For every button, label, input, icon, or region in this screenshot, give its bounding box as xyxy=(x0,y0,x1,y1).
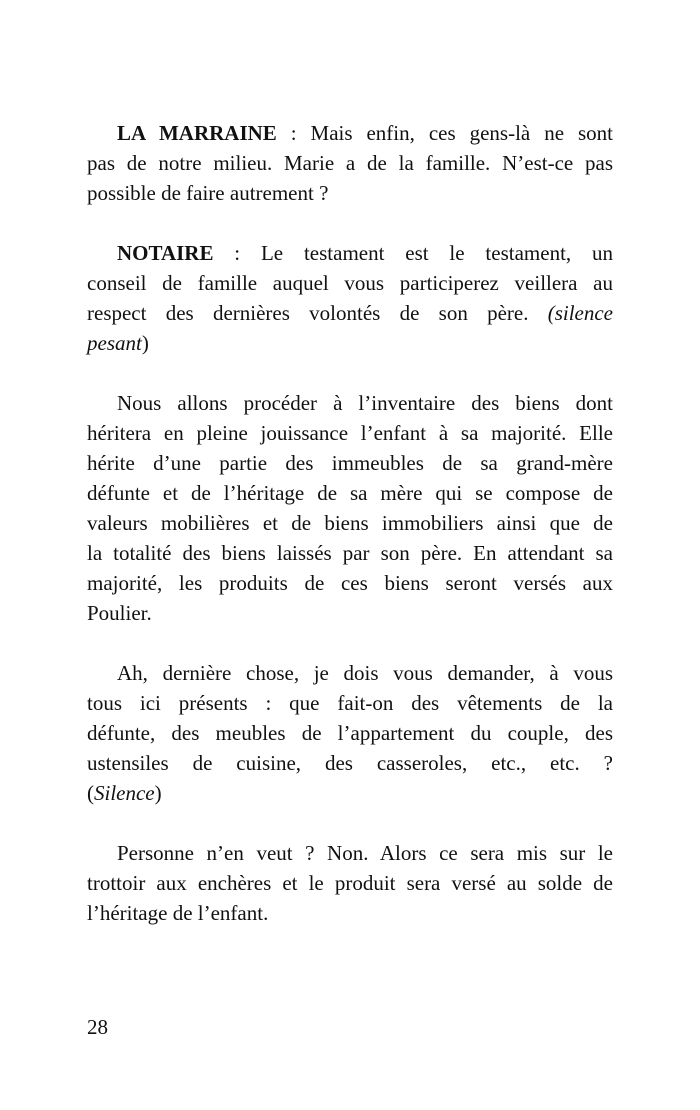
text-line xyxy=(87,328,613,358)
paragraph xyxy=(87,838,613,928)
paragraph xyxy=(87,118,613,208)
text-line xyxy=(87,268,613,298)
text-segment: Personne n’en veut ? Non. Alors ce sera mis sur le xyxy=(117,841,613,865)
stage-direction: pesant xyxy=(87,331,142,355)
text-segment: ) xyxy=(154,781,162,805)
paragraph xyxy=(87,238,613,358)
text-line xyxy=(87,838,613,868)
text-segment: majorité, les produits de ces biens seront versés aux xyxy=(87,571,613,595)
text-line xyxy=(87,298,613,328)
text-line xyxy=(87,718,613,748)
text-line xyxy=(87,508,613,538)
text-segment: respect des dernières volontés de son père. xyxy=(87,301,548,325)
text-line xyxy=(87,658,613,688)
text-segment: ) xyxy=(141,331,149,355)
text-line xyxy=(87,388,613,418)
text-line xyxy=(87,478,613,508)
text-line xyxy=(87,448,613,478)
text-line xyxy=(87,538,613,568)
text-segment: tous ici présents : que fait-on des vêtements de la xyxy=(87,691,613,715)
text-segment: : Le testament est le testament, un xyxy=(213,241,613,265)
text-segment: valeurs mobilières et de biens immobiliers ainsi que de xyxy=(87,511,613,535)
text-segment: la totalité des biens laissés par son père. En attendant sa xyxy=(87,541,613,565)
text-segment: Nous allons procéder à l’inventaire des biens dont xyxy=(117,391,613,415)
speaker-name: NOTAIRE xyxy=(117,241,214,265)
speaker-name: LA MARRAINE xyxy=(117,121,277,145)
text-line xyxy=(87,748,613,778)
text-line xyxy=(87,568,613,598)
text-segment: : Mais enfin, ces gens-là ne sont xyxy=(276,121,613,145)
text-segment: Ah, dernière chose, je dois vous demander, à vous xyxy=(117,661,613,685)
text-segment: hérite d’une partie des immeubles de sa grand-mère xyxy=(87,451,613,475)
paragraph xyxy=(87,658,613,808)
stage-direction: (silence xyxy=(547,301,613,325)
text-segment: héritera en pleine jouissance l’enfant à sa majorité. Elle xyxy=(87,421,613,445)
text-line xyxy=(87,118,613,148)
text-line xyxy=(87,238,613,268)
text-line xyxy=(87,778,613,808)
stage-direction: Silence xyxy=(94,781,155,805)
page-number: 28 xyxy=(87,1015,108,1039)
text-line xyxy=(87,178,613,208)
text-segment: l’héritage de l’enfant. xyxy=(87,901,269,925)
text-line xyxy=(87,148,613,178)
page-body xyxy=(87,118,613,958)
text-line xyxy=(87,418,613,448)
text-segment: possible de faire autrement ? xyxy=(87,181,329,205)
text-segment: ustensiles de cuisine, des casseroles, etc., etc. ? xyxy=(87,751,613,775)
text-line xyxy=(87,598,613,628)
text-line xyxy=(87,898,613,928)
text-segment: ( xyxy=(87,781,94,805)
text-segment: pas de notre milieu. Marie a de la famille. N’est-ce pas xyxy=(87,151,613,175)
text-line xyxy=(87,688,613,718)
text-segment: défunte et de l’héritage de sa mère qui se compose de xyxy=(87,481,613,505)
text-segment: Poulier. xyxy=(87,601,152,625)
text-segment: trottoir aux enchères et le produit sera versé au solde de xyxy=(87,871,613,895)
text-line xyxy=(87,868,613,898)
text-segment: conseil de famille auquel vous participerez veillera au xyxy=(87,271,613,295)
text-segment: défunte, des meubles de l’appartement du couple, des xyxy=(87,721,613,745)
paragraph xyxy=(87,388,613,628)
